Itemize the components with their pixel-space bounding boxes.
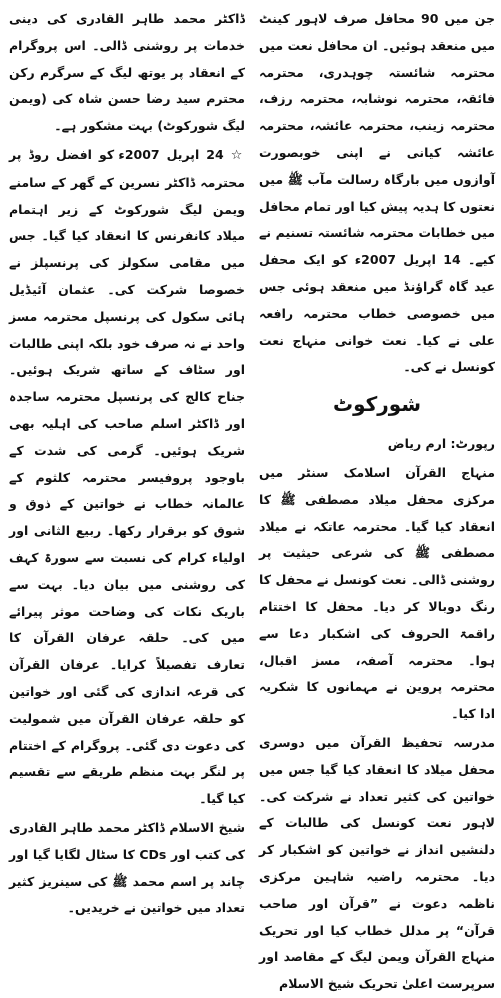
right-column [259,6,496,992]
left-paragraph-2 [9,142,245,813]
right-paragraph-1: جن میں 90 محافل صرف لاہور کینٹ میں منعقد ہوئیں۔ ان محافل نعت میں محترمہ شائستہ چوہدری، محترمہ فائقہ، محترمہ نوشابہ، محترمہ رزف، محترمہ زینب، محترمہ عائشہ، محترمہ عائشہ کیانی نے اپنی خوبصورت آوازوں میں بارگاہ رسالت مآب ﷺ میں نعتوں کا ہدیہ پیش کیا اور تمام محافل میں خطابات محترمہ شائستہ تسنیم نے کیے۔ 14 اپریل 2007ء کو ایک محفل عید گاہ گراؤنڈ میں منعقد ہوئی جس میں خصوصی خطاب محترمہ رافعہ علی نے کیا۔ نعت خوانی منہاج نعت کونسل نے کی۔ [259,11,496,375]
left-paragraph-2-text: 24 اپریل 2007ء کو افضل روڈ پر محترمہ ڈاکٹر نسرین کے گھر کے سامنے ویمن لیگ شورکوٹ کے زیر اہتمام میلاد کانفرنس کا انعقاد کیا گیا۔ جس میں مقامی سکولز کی پرنسپلز نے خصوصا شرکت کی۔ عثمان آئیڈیل ہائی سکول کی پرنسپل محترمہ مسز واحد نے نہ صرف خود بلکہ اپنی طالبات اور سٹاف کے ساتھ شریک ہوئیں۔ جناح کالج کی پرنسپل محترمہ ساجدہ اور ڈاکٹر اسلم صاحب کی اہلیہ بھی شریک ہوئیں۔ گرمی کی شدت کے باوجود پروفیسر محترمہ کلثوم کے عالمانہ خطاب نے خواتین کے ذوق و شوق کو برقرار رکھا۔ ربیع الثانی اور اولیاء کرام کی نسبت سے سورۃ کہف کی روشنی میں بیان دیا۔ بہت سے باریک نکات کی وضاحت موثر پیرائے میں کی۔ حلقہ عرفان القرآن کا تعارف تفصیلاً کرایا۔ عرفان القرآن کی قرعہ اندازی کی گئی اور خواتین کو حلقہ عرفان القرآن میں شمولیت کی دعوت دی گئی۔ پروگرام کے اختتام پر لنگر بہت منظم طریقے سے تقسیم کیا گیا۔ [9,146,245,807]
report-byline: رپورٹ: ارم ریاض [387,436,495,452]
left-column [9,6,246,916]
right-paragraph-2: منہاج القرآن اسلامک سنٹر میں مرکزی محفل میلاد مصطفی ﷺ کا انعقاد کیا گیا۔ محترمہ عاتکہ نے میلاد مصطفی ﷺ کی شرعی حیثیت پر روشنی ڈالی۔ نعت کونسل نے محفل کا رنگ دوبالا کر دیا۔ محفل کا اختتام راقمۃ الحروف کی اشکبار دعا سے ہوا۔ محترمہ آصفہ، مسز اقبال، محترمہ پروین نے مہمانوں کا شکریہ ادا کیا۔ [259,464,495,722]
star-icon: ☆ [230,147,246,163]
left-paragraph-1: ڈاکٹر محمد طاہر القادری کی دینی خدمات پر روشنی ڈالی۔ اس پروگرام کے انعقاد پر یوتھ لیگ کے سرگرم رکن محترم سید رضا حسن شاہ کی (ویمن لیگ شورکوٹ) بہت مشکور ہے۔ [9,11,245,134]
left-paragraph-3: شیخ الاسلام ڈاکٹر محمد طاہر القادری کی کتب اور CDs کا سٹال لگایا گیا اور چاند پر اسم محمد ﷺ کی سینریز کثیر تعداد میں خواتین نے خریدیں۔ [9,819,245,916]
section-heading-shorkot: شورکوٹ [333,392,421,417]
right-paragraph-3: مدرسہ تحفیظ القرآن میں دوسری محفل میلاد کا انعقاد کیا گیا جس میں خواتین کی کثیر تعداد نے شرکت کی۔ لاہور نعت کونسل کی طالبات کے دلنشیں انداز نے خواتین کو اشکبار کر دیا۔ محترمہ راضیہ شاہین مرکزی ناظمہ دعوت نے ”قرآن اور صاحب قرآن“ پر مدلل خطاب کیا اور تحریک منہاج القرآن ویمن لیگ کے مقاصد اور سرپرست اعلیٰ تحریک شیخ الاسلام [259,734,495,992]
